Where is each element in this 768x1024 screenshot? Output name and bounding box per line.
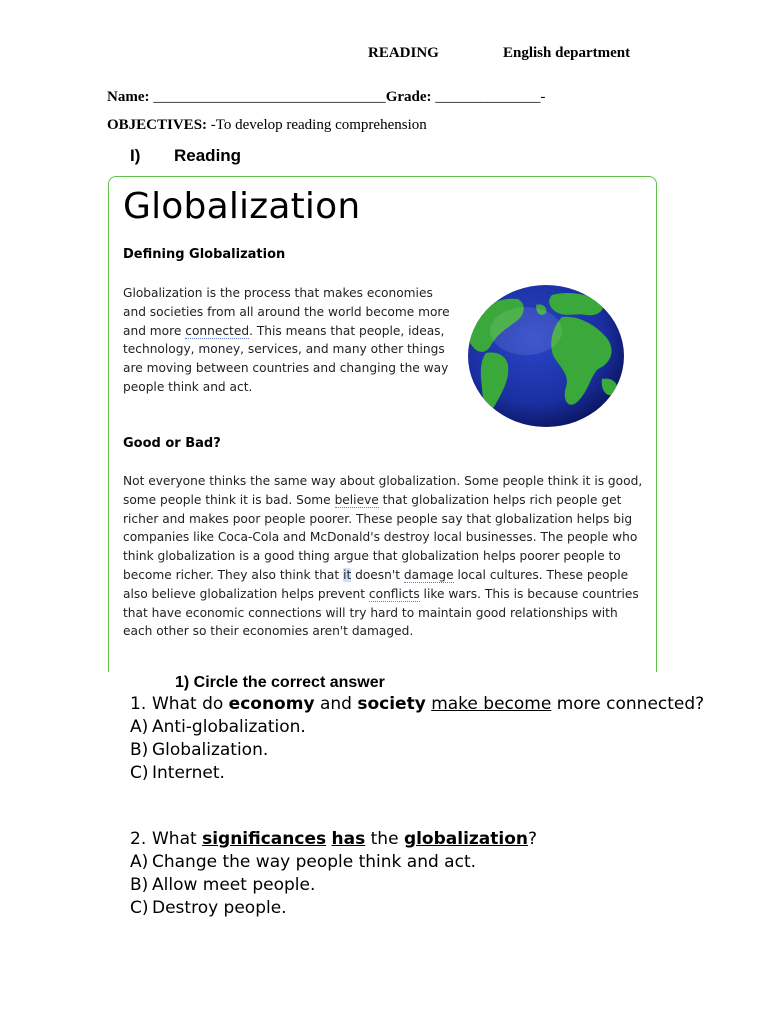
word-society: society: [357, 694, 426, 714]
option-letter: C): [130, 763, 149, 783]
header-reading: READING: [368, 45, 439, 61]
word-has: has: [331, 829, 366, 849]
option-text: Change the way people think and act.: [152, 852, 477, 872]
p2-text-b: that globalization helps rich people get richer and makes poor people poorer. These people say that globalization helps big companies like Coca-Cola and McDonald's destroy local businesses. The people who think globalization is a good thing argue that globalization helps poorer people to become richer. They also think that: [123, 492, 638, 582]
option-letter: A): [130, 717, 149, 737]
objectives-line: [107, 117, 427, 134]
question-2-option-c[interactable]: [130, 897, 537, 920]
option-text: Internet.: [152, 763, 225, 783]
objectives-label: OBJECTIVES:: [107, 117, 208, 133]
question-2: [130, 828, 537, 920]
word-globalization: globalization: [403, 829, 529, 849]
option-letter: C): [130, 898, 149, 918]
exercise-heading: 1) Circle the correct answer: [175, 674, 385, 691]
question-1-option-a[interactable]: [130, 716, 704, 739]
question-2-number: 2.: [130, 829, 147, 849]
question-2-text: What significances has the globalization?: [152, 829, 538, 849]
question-1-option-c[interactable]: [130, 762, 704, 785]
question-1-text: What do economy and society make become more connected?: [152, 694, 705, 714]
article-paragraph-2: [123, 472, 648, 641]
word-it-highlighted: it: [343, 567, 352, 582]
article-paragraph-1: [123, 284, 453, 397]
article-title: Globalization: [123, 186, 361, 227]
objectives-text: -To develop reading comprehension: [207, 117, 427, 133]
name-grade-line: [107, 89, 545, 106]
question-1-option-b[interactable]: [130, 739, 704, 762]
article-subtitle-defining: Defining Globalization: [123, 247, 286, 262]
p1-text-a: Globalization is the process that makes economies and societies from all around the world become more and more: [123, 286, 450, 338]
option-letter: B): [130, 740, 149, 760]
word-conflicts: conflicts: [368, 586, 420, 601]
question-1-number: 1.: [130, 694, 147, 714]
option-text: Allow meet people.: [152, 875, 316, 895]
option-text: Globalization.: [152, 740, 269, 760]
p2-text-a: Not everyone thinks the same way about globalization. Some people think it is good, some people think it is bad. Some: [123, 474, 643, 507]
section-heading: [130, 146, 241, 166]
section-title: Reading: [174, 146, 242, 165]
question-1: [130, 693, 704, 785]
name-blank: _______________________________: [149, 89, 386, 105]
word-believe: believe: [334, 492, 379, 507]
question-2-option-a[interactable]: [130, 851, 537, 874]
option-text: Anti-globalization.: [152, 717, 306, 737]
p2-text-e: like wars. This is because countries that have economic connections will try hard to maintain good relationships with each other so their economies aren't damaged.: [123, 586, 639, 639]
section-number: I): [130, 146, 141, 165]
question-2-option-b[interactable]: [130, 874, 537, 897]
grade-label: Grade:: [385, 89, 432, 105]
question-1-stem: [130, 693, 704, 716]
word-damage: damage: [403, 567, 454, 582]
option-text: Destroy people.: [152, 898, 287, 918]
word-connected: connected: [185, 323, 250, 338]
p2-text-d: local cultures. These people also believe globalization helps prevent: [123, 567, 629, 601]
globe-image: [466, 283, 626, 429]
question-2-stem: [130, 828, 537, 851]
name-label: Name:: [107, 89, 150, 105]
p2-text-c: doesn't: [351, 567, 404, 582]
header-department: English department: [503, 45, 631, 61]
article-subtitle-good-or-bad: Good or Bad?: [123, 436, 221, 451]
p1-text-b: . This means that people, ideas, technology, money, services, and many other things are moving between countries and changing the way people think and act.: [123, 323, 449, 394]
option-letter: A): [130, 852, 149, 872]
word-significances: significances: [202, 829, 327, 849]
word-economy: economy: [228, 694, 315, 714]
phrase-make-become: make become: [431, 694, 552, 714]
grade-blank: ______________-: [431, 89, 546, 105]
option-letter: B): [130, 875, 149, 895]
